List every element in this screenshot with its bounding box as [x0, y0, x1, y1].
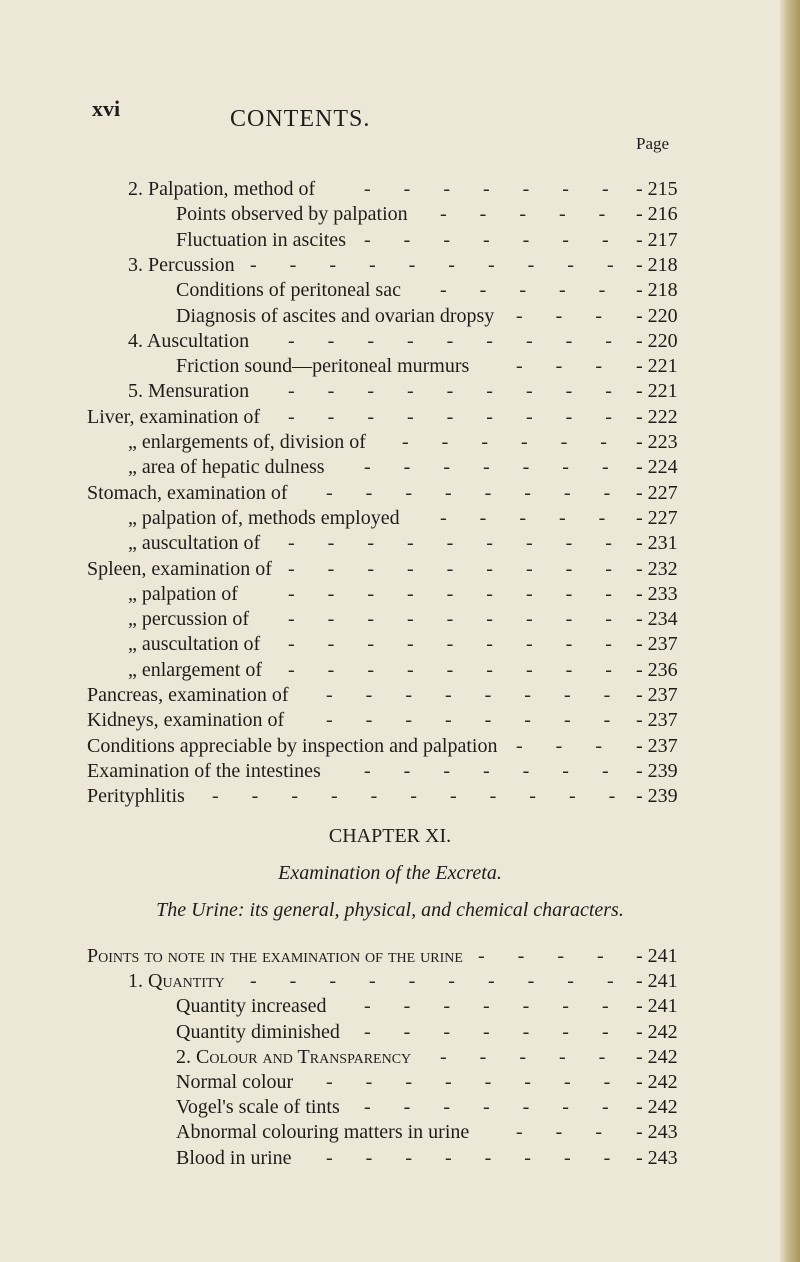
- dot-leader: - - - - - - - - -: [288, 329, 613, 352]
- entry-title: Points to note in the examination of the urine: [87, 945, 463, 967]
- contents-entry: [0, 630, 780, 658]
- contents-entry: [0, 200, 780, 228]
- dot-leader: - - - - - - - -: [326, 1146, 612, 1169]
- entry-title: Points observed by palpation: [176, 203, 408, 226]
- entry-page-number: - 237: [636, 633, 678, 656]
- contents-entry: [0, 1144, 780, 1172]
- entry-page-number: - 242: [636, 1096, 678, 1119]
- entry-title: Spleen, examination of: [87, 557, 272, 580]
- entry-page-number: - 224: [636, 456, 678, 479]
- dot-leader: - - - - - - - -: [326, 709, 612, 732]
- dot-leader: - - - - - - -: [364, 1096, 610, 1119]
- chapter-heading: CHAPTER XI.: [328, 825, 452, 847]
- dot-leader: - - - - - - - - -: [288, 405, 613, 428]
- entry-title: 2. Palpation, method of: [128, 178, 316, 200]
- entry-page-number: - 221: [636, 380, 678, 403]
- entry-page-number: - 218: [636, 253, 678, 276]
- contents-entry: [0, 732, 780, 760]
- contents-entry: [0, 555, 780, 583]
- chapter-subtitle: Examination of the Excreta.: [278, 862, 502, 884]
- contents-entry: [0, 175, 780, 203]
- dot-leader: - - -: [516, 1121, 603, 1144]
- entry-page-number: - 236: [636, 658, 678, 681]
- dot-leader: - - -: [516, 355, 603, 378]
- dot-leader: - - - - - - - -: [326, 481, 612, 504]
- contents-entry: [0, 782, 780, 810]
- dot-leader: - - - - -: [440, 506, 607, 529]
- entry-page-number: - 242: [636, 1071, 678, 1093]
- dot-leader: - - - - - - - - - -: [250, 253, 615, 276]
- contents-entry: [0, 1093, 780, 1121]
- entry-page-number: - 239: [636, 759, 678, 782]
- dot-leader: - - - - - - - - -: [288, 582, 613, 605]
- entry-page-number: - 241: [636, 970, 678, 993]
- entry-title: Friction sound—peritoneal murmurs: [176, 355, 470, 378]
- chapter-subheading: The Urine: its general, physical, and chemical characters.: [156, 899, 624, 921]
- contents-entry: [0, 403, 780, 431]
- contents-entry: [0, 656, 780, 684]
- entry-page-number: - 241: [636, 945, 678, 967]
- entry-title: Fluctuation in ascites: [176, 228, 346, 251]
- contents-entry: [0, 251, 780, 279]
- dot-leader: - - -: [516, 304, 603, 327]
- entry-page-number: - 223: [636, 431, 678, 453]
- entry-title: Abnormal colouring matters in urine: [176, 1121, 470, 1144]
- entry-title: „ enlargements of, division of: [128, 431, 366, 453]
- contents-entry: [0, 352, 780, 380]
- page-number: xvi: [92, 96, 121, 121]
- contents-entry: [0, 967, 780, 995]
- contents-entry: [0, 226, 780, 254]
- entry-page-number: - 217: [636, 228, 678, 251]
- entry-page-number: - 237: [636, 684, 678, 706]
- entry-title: Examination of the intestines: [87, 759, 321, 782]
- entry-title: „ percussion of: [128, 608, 250, 631]
- entry-page-number: - 242: [636, 1045, 678, 1068]
- entry-title: Conditions appreciable by inspection and palpation: [87, 734, 498, 757]
- entry-title: Blood in urine: [176, 1146, 292, 1169]
- entry-page-number: - 232: [636, 557, 678, 580]
- entry-page-number: - 237: [636, 709, 678, 732]
- dot-leader: - - - - - - -: [364, 228, 610, 251]
- entry-title: „ palpation of, methods employed: [128, 506, 400, 529]
- entry-page-number: - 242: [636, 1020, 678, 1043]
- entry-title: Stomach, examination of: [87, 481, 288, 504]
- entry-page-number: - 231: [636, 532, 678, 555]
- contents-entry: [0, 1068, 780, 1096]
- entry-page-number: - 241: [636, 995, 678, 1018]
- dot-leader: - - - - - - - - -: [288, 532, 613, 555]
- entry-page-number: - 227: [636, 506, 678, 529]
- entry-title: „ enlargement of: [128, 658, 263, 681]
- entry-page-number: - 243: [636, 1146, 678, 1169]
- dot-leader: - - - - - - - - -: [288, 658, 613, 681]
- dot-leader: - - - - -: [440, 1045, 607, 1068]
- entry-page-number: - 239: [636, 785, 678, 808]
- dot-leader: - - - - - - -: [364, 178, 610, 200]
- entry-title: Liver, examination of: [87, 405, 261, 428]
- contents-entry: [0, 1018, 780, 1046]
- contents-entry: [0, 377, 780, 405]
- entry-page-number: - 221: [636, 355, 678, 378]
- contents-entry: [0, 327, 780, 355]
- entry-title: Quantity diminished: [176, 1020, 340, 1043]
- dot-leader: - - - - - -: [402, 431, 608, 453]
- entry-page-number: - 233: [636, 582, 678, 605]
- page-column-label: Page: [636, 134, 670, 153]
- contents-entry: [0, 757, 780, 785]
- entry-title: „ auscultation of: [128, 633, 261, 656]
- dot-leader: - - -: [516, 734, 603, 757]
- dot-leader: - - - -: [478, 945, 605, 967]
- entry-title: 3. Percussion: [128, 253, 235, 276]
- entry-page-number: - 220: [636, 304, 678, 327]
- page-edge: [780, 0, 800, 1262]
- contents-entry: [0, 942, 780, 970]
- contents-entry: [0, 681, 780, 709]
- dot-leader: - - - - - - - -: [326, 1071, 612, 1093]
- dot-leader: - - - - - - -: [364, 456, 610, 479]
- entry-title: 2. Colour and Transparency: [176, 1045, 412, 1068]
- dot-leader: - - - - - - -: [364, 759, 610, 782]
- entry-title: 4. Auscultation: [128, 329, 250, 352]
- entry-page-number: - 243: [636, 1121, 678, 1144]
- entry-page-number: - 218: [636, 279, 678, 302]
- entry-title: 1. Quantity: [128, 970, 225, 993]
- entry-page-number: - 237: [636, 734, 678, 757]
- entry-title: „ auscultation of: [128, 532, 261, 555]
- contents-entry: [0, 276, 780, 304]
- entry-title: Normal colour: [176, 1071, 294, 1093]
- dot-leader: - - - - -: [440, 203, 607, 226]
- entry-page-number: - 227: [636, 481, 678, 504]
- dot-leader: - - - - -: [440, 279, 607, 302]
- entry-title: „ area of hepatic dulness: [128, 456, 325, 479]
- dot-leader: - - - - - - - - -: [288, 557, 613, 580]
- dot-leader: - - - - - - - - -: [288, 608, 613, 631]
- entry-page-number: - 216: [636, 203, 678, 226]
- contents-entry: [0, 504, 780, 532]
- contents-entry: [0, 529, 780, 557]
- dot-leader: - - - - - - -: [364, 995, 610, 1018]
- contents-entry: [0, 580, 780, 608]
- dot-leader: - - - - - - - - - - -: [212, 785, 617, 808]
- contents-entry: [0, 479, 780, 507]
- entry-title: Conditions of peritoneal sac: [176, 279, 401, 302]
- contents-entry: [0, 992, 780, 1020]
- dot-leader: - - - - - - - -: [326, 684, 612, 706]
- contents-entry: [0, 453, 780, 481]
- contents-entry: [0, 1118, 780, 1146]
- entry-title: Quantity increased: [176, 995, 327, 1018]
- dot-leader: - - - - - - - - - -: [250, 970, 615, 993]
- dot-leader: - - - - - - -: [364, 1020, 610, 1043]
- entry-title: Perityphlitis: [87, 785, 185, 808]
- contents-entry: [0, 1043, 780, 1071]
- entry-page-number: - 234: [636, 608, 678, 631]
- entry-title: Pancreas, examination of: [87, 684, 289, 706]
- dot-leader: - - - - - - - - -: [288, 633, 613, 656]
- contents-entry: [0, 605, 780, 633]
- contents-entry: [0, 706, 780, 734]
- entry-page-number: - 215: [636, 178, 678, 200]
- contents-entry: [0, 302, 780, 330]
- contents-entry: [0, 428, 780, 456]
- entry-page-number: - 220: [636, 329, 678, 352]
- running-title: CONTENTS.: [230, 106, 371, 132]
- entry-title: „ palpation of: [128, 582, 238, 605]
- entry-title: Vogel's scale of tints: [176, 1096, 340, 1119]
- entry-page-number: - 222: [636, 405, 678, 428]
- entry-title: Diagnosis of ascites and ovarian dropsy: [176, 304, 495, 327]
- entry-title: 5. Mensuration: [128, 380, 250, 403]
- dot-leader: - - - - - - - - -: [288, 380, 613, 403]
- entry-title: Kidneys, examination of: [87, 709, 285, 732]
